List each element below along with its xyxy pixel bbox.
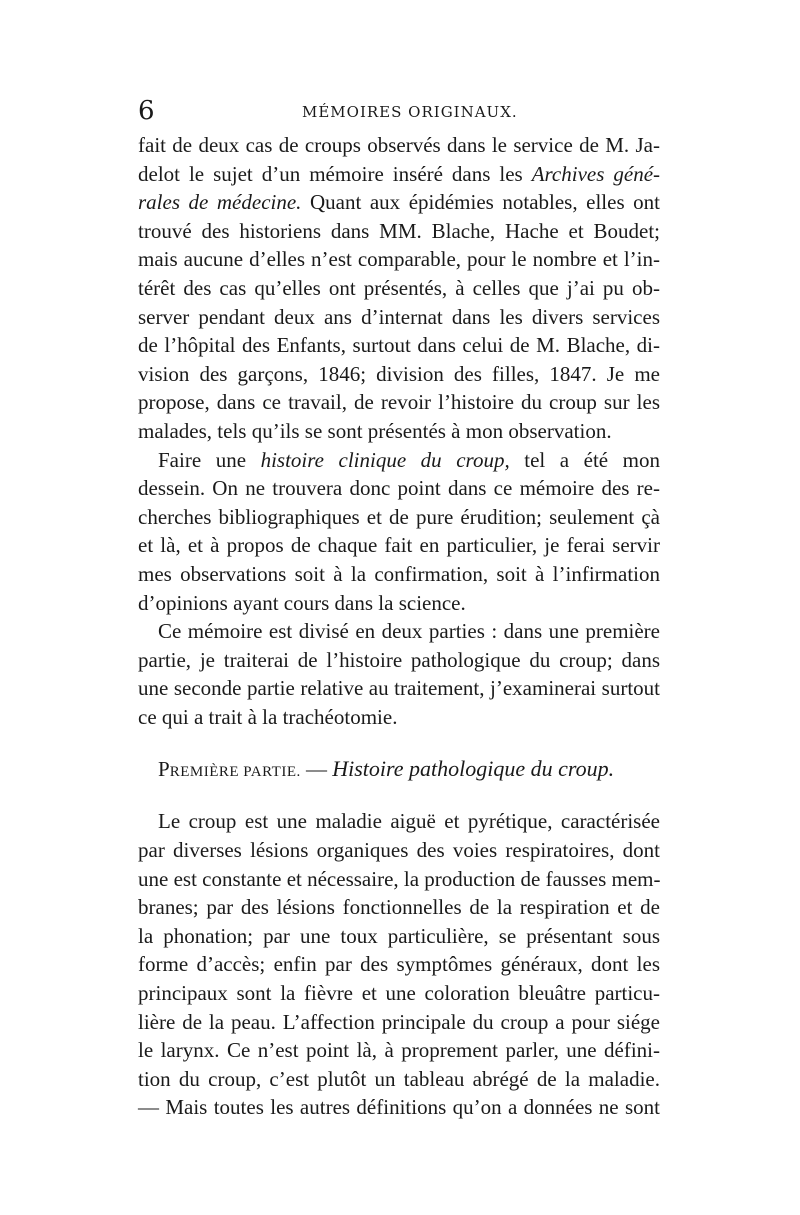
text-run: delot le sujet d’un mémoire inséré dans les <box>138 161 532 186</box>
text-line: dessein. On ne trouvera donc point dans ce mémoire des re- <box>138 476 660 501</box>
page-number: 6 <box>138 96 155 126</box>
italic-run: Archives géné- <box>531 161 661 186</box>
text-line: et là, et à propos de chaque fait en particulier, je ferai servir <box>138 533 660 558</box>
text-line: server pendant deux ans d’internat dans les divers services <box>138 304 660 329</box>
text-line: partie, je traiterai de l’histoire pathologique du croup; dans <box>138 647 660 672</box>
text-line <box>138 160 660 189</box>
section-heading <box>138 747 660 791</box>
heading-dash: — <box>300 757 333 782</box>
text-line <box>138 188 660 217</box>
paragraph-intro-sources <box>138 131 660 446</box>
text-line: fait de deux cas de croups observés dans le service de M. Ja- <box>138 133 660 157</box>
text-line: une seconde partie relative au traitement, j’examinerai surtout <box>138 676 660 701</box>
body-text <box>138 131 660 1122</box>
running-head: MÉMOIRES ORIGINAUX. <box>302 103 518 121</box>
italic-run: histoire clinique du croup, <box>260 447 510 472</box>
text-line: tion du croup, c’est plutôt un tableau abrégé de la maladie. <box>138 1066 660 1091</box>
text-line: par diverses lésions organiques des voies respiratoires, dont <box>138 838 660 863</box>
text-line: forme d’accès; enfin par des symptômes généraux, dont les <box>138 952 660 977</box>
text-line: vision des garçons, 1846; division des filles, 1847. Je me <box>138 361 660 386</box>
text-run: Quant aux épidémies notables, elles ont <box>301 190 660 215</box>
text-line: trouvé des historiens dans MM. Blache, Hache et Boudet; <box>138 218 660 243</box>
paragraph-clinical-history <box>138 446 660 618</box>
text-line: térêt des cas qu’elles ont présentés, à celles que j’ai pu ob- <box>138 275 660 300</box>
paragraph-memoir-plan <box>138 617 660 731</box>
heading-smallcaps: REMIÈRE PARTIE. <box>169 764 301 781</box>
text-line: — Mais toutes les autres définitions qu’on a données ne sont <box>138 1095 660 1120</box>
text-line: le larynx. Ce n’est point là, à proprement parler, une défini- <box>138 1038 660 1063</box>
section-spacer <box>138 791 660 807</box>
heading-title: Histoire pathologique du croup. <box>332 756 615 782</box>
text-line: mes observations soit à la confirmation, soit à l’infirmation <box>138 561 660 586</box>
text-line: Ce mémoire est divisé en deux parties : dans une première <box>158 619 660 644</box>
text-line: la phonation; par une toux particulière, se présentant sous <box>138 923 660 948</box>
text-line: propose, dans ce travail, de revoir l’histoire du croup sur les <box>138 390 660 415</box>
section-spacer <box>138 731 660 747</box>
text-line: d’opinions ayant cours dans la science. <box>138 590 466 615</box>
page-header <box>138 96 658 126</box>
heading-initial: P <box>158 757 170 782</box>
text-line: branes; par des lésions fonctionnelles de la respiration et de <box>138 895 660 920</box>
text-line: lière de la peau. L’affection principale du croup a pour siége <box>138 1009 660 1034</box>
text-line: ce qui a trait à la trachéotomie. <box>138 704 398 729</box>
text-line <box>138 446 660 475</box>
text-line: cherches bibliographiques et de pure érudition; seulement çà <box>138 504 660 529</box>
text-line: mais aucune d’elles n’est comparable, pour le nombre et l’in- <box>138 247 660 272</box>
text-run: tel a été mon <box>509 447 660 472</box>
text-line: une est constante et nécessaire, la production de fausses mem- <box>138 866 661 891</box>
text-line: Le croup est une maladie aiguë et pyrétique, caractérisée <box>158 809 660 834</box>
text-line: malades, tels qu’ils se sont présentés à mon observation. <box>138 418 612 443</box>
text-run: Faire une <box>158 447 261 472</box>
paragraph-croup-definition <box>138 807 660 1122</box>
text-line: de l’hôpital des Enfants, surtout dans celui de M. Blache, di- <box>138 333 660 358</box>
italic-run: rales de médecine. <box>138 190 302 215</box>
text-line: principaux sont la fièvre et une coloration bleuâtre particu- <box>138 981 660 1006</box>
